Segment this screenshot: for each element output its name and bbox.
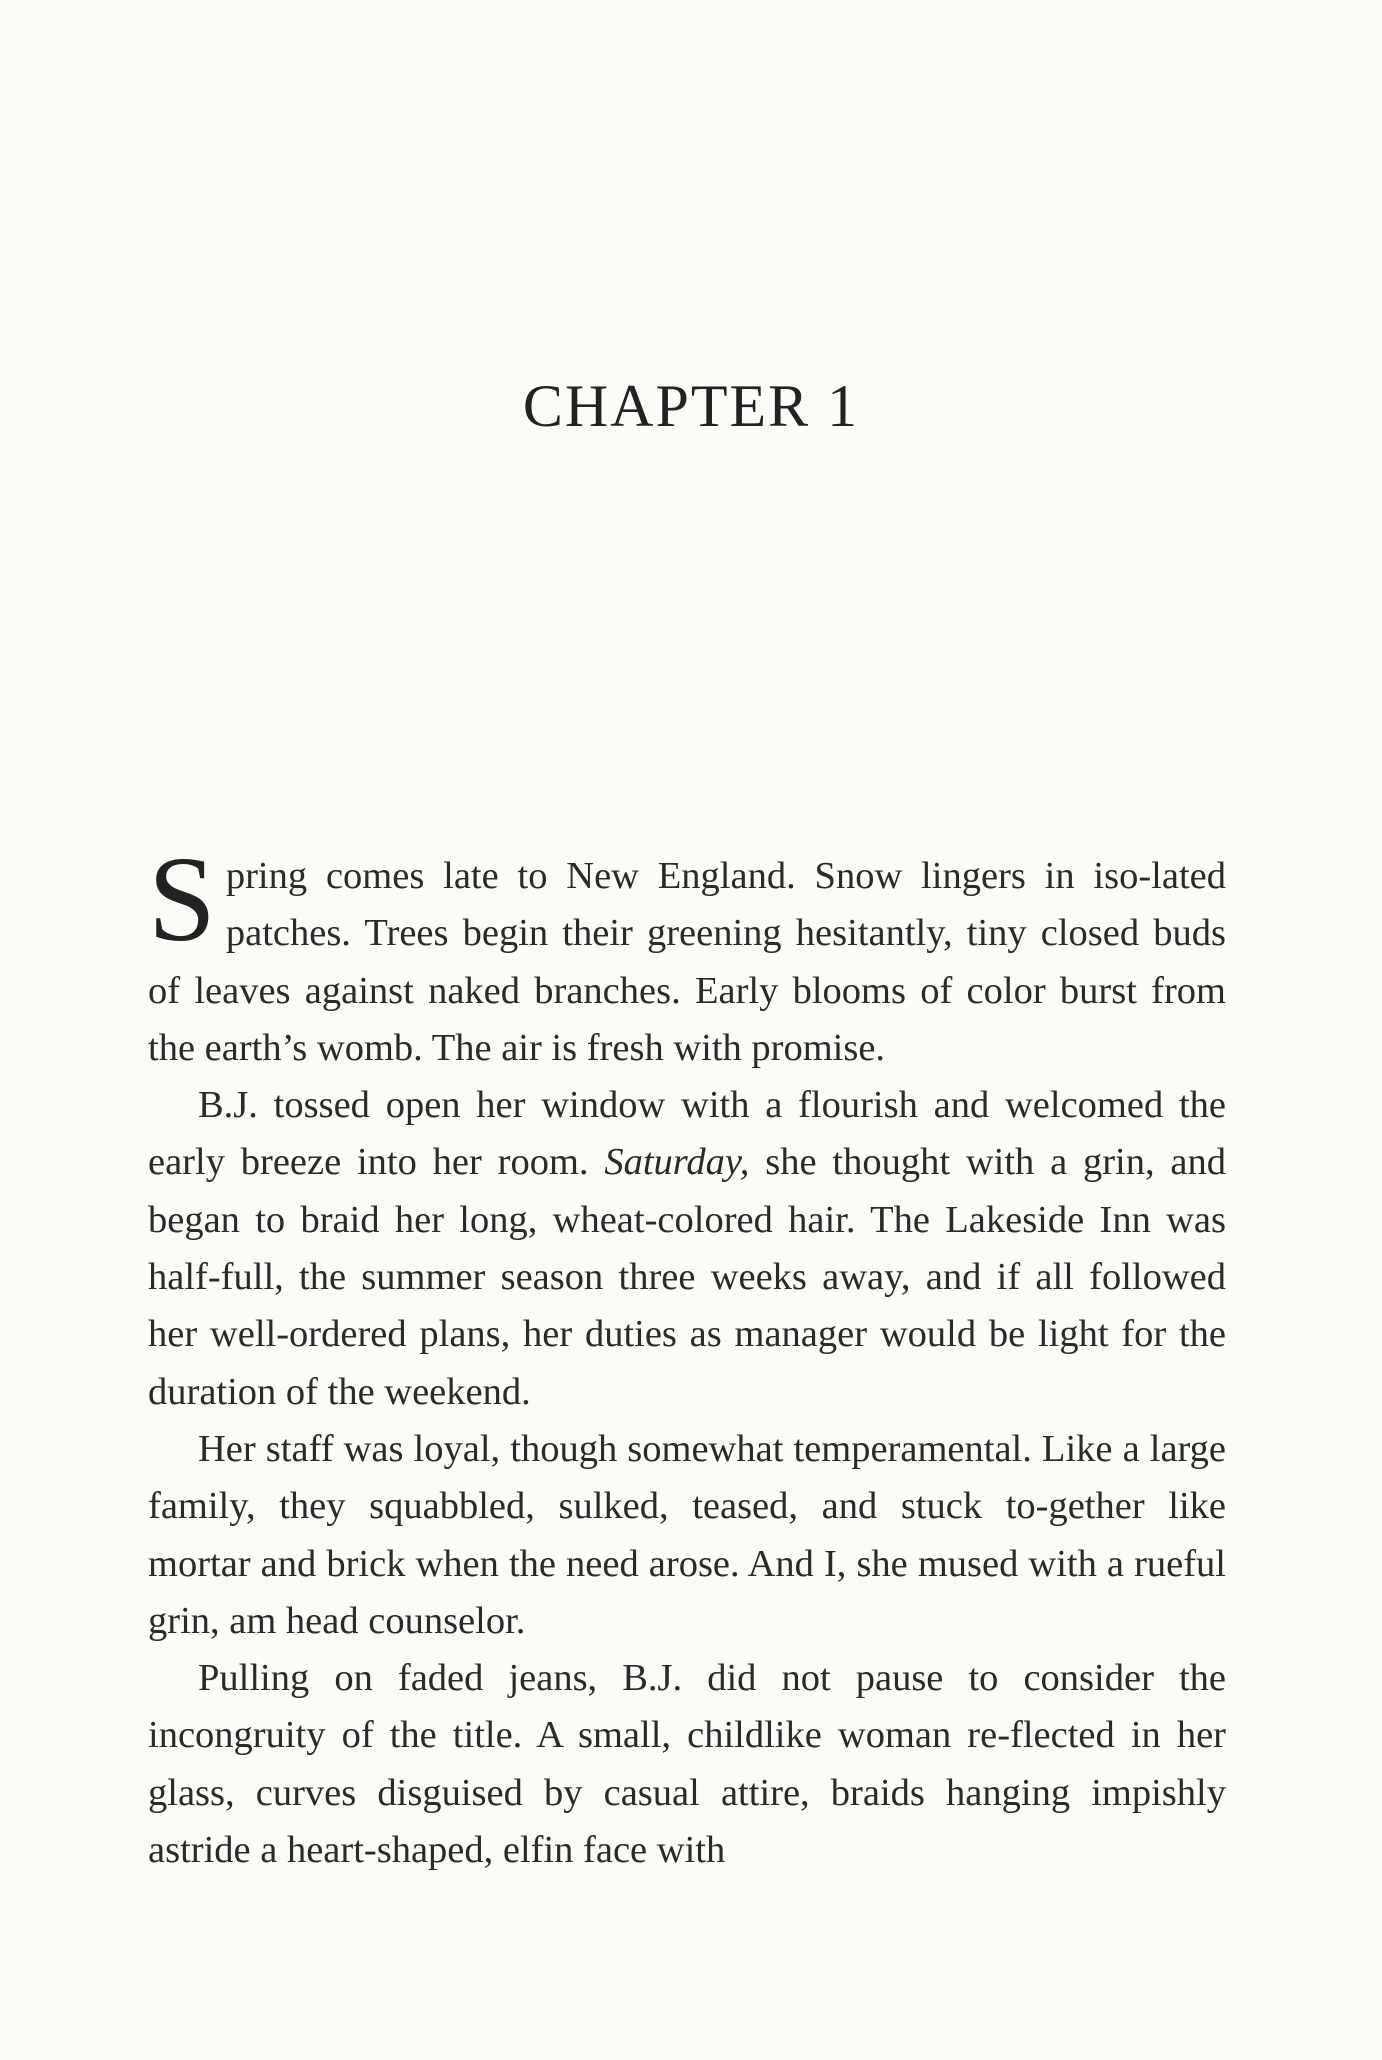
drop-cap: S: [148, 832, 216, 967]
chapter-title: CHAPTER 1: [522, 373, 860, 439]
paragraph-4: [148, 1650, 1226, 1879]
paragraph-3: [148, 1421, 1226, 1650]
paragraph-4-text: Pulling on faded jeans, B.J. did not pause to consider the incongruity of the title. A small, childlike woman re-flected in her glass, curves disguised by casual attire, braids hanging impishly astride a heart-shaped, elfin face with: [148, 1657, 1226, 1872]
chapter-body: [148, 832, 1226, 1879]
paragraph-2-text-start: B.J. tossed open her window with a flourish and welcomed the early breeze into her room.: [148, 1084, 1226, 1184]
paragraph-1-text: pring comes late to New England. Snow lingers in iso-lated patches. Trees begin their greening hesitantly, tiny closed buds of leaves against naked branches. Early blooms of color burst from the earth’s womb. The air is fresh with promise.: [148, 855, 1226, 1069]
paragraph-3-text: Her staff was loyal, though somewhat temperamental. Like a large family, they squabbled, sulked, teased, and stuck to-gether like mortar and brick when the need arose. And I, she mused with a rueful grin, am head counselor.: [148, 1427, 1226, 1642]
paragraph-1: [148, 832, 1226, 1077]
paragraph-2-italic: Saturday,: [604, 1141, 750, 1184]
paragraph-2: [148, 1077, 1226, 1421]
paragraph-2-text-end: she thought with a grin, and began to braid her long, wheat-colored hair. The Lakeside Inn was half-full, the summer season three weeks away, and if all followed her well-ordered plans, her duties as manager would be light for the duration of the weekend.: [148, 1141, 1226, 1413]
